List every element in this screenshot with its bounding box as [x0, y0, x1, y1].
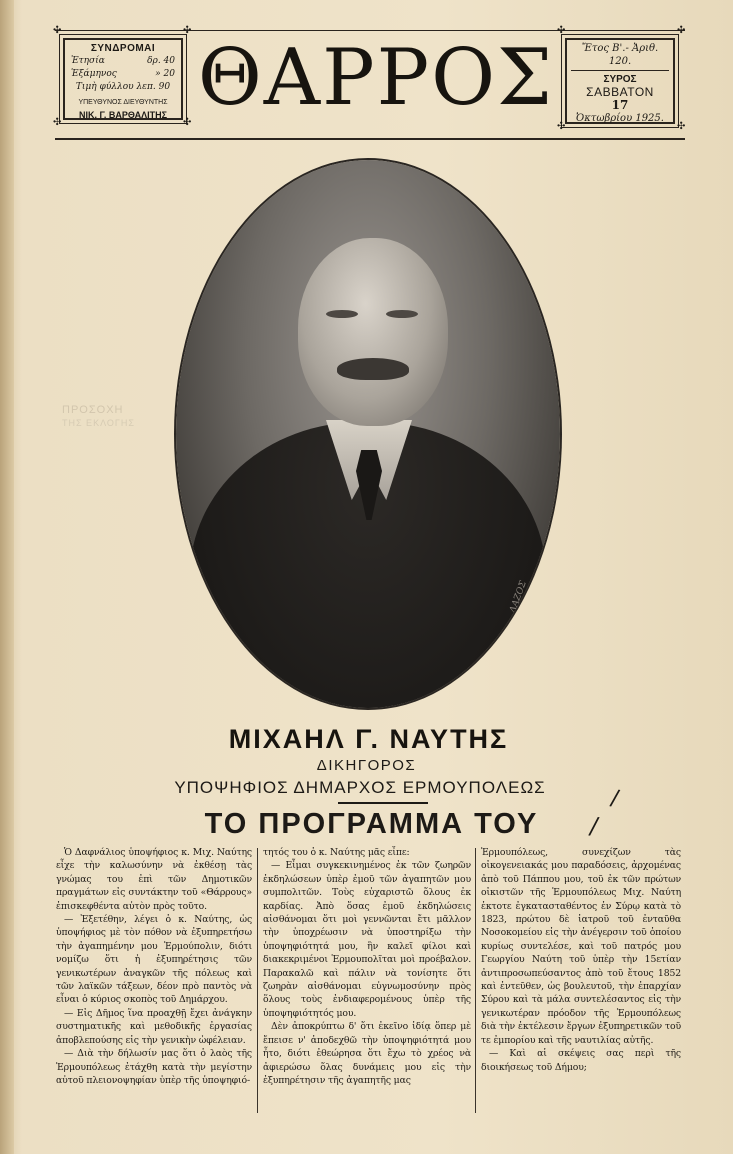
masthead — [53, 25, 686, 142]
masthead-bottom-rule — [55, 138, 685, 140]
subscriptions-box — [63, 38, 183, 120]
publisher-label: ΥΠΕΥΘΥΝΟΣ ΔΙΕΥΘΥΝΤΗΣ — [78, 99, 168, 106]
subscription-row — [65, 68, 181, 81]
column-divider — [257, 848, 258, 1113]
subscription-row — [65, 55, 181, 68]
article-column-2 — [263, 846, 471, 1116]
ornament-icon: ✣ — [677, 25, 686, 36]
article-paragraph: Ἑρμουπόλεως, συνεχίζων τὰς οἰκογενειακάς μου παραδόσεις, ἀρχομένας ἀπὸ τοῦ Πάππου μου, τοῦ ἐκ τῶν πρώτων οἰκιστῶν τῆς Ἑρμουπόλεως Μιχ. Ναύτη ἐκτοτε ἐγκατασταθέντος ἐν Σύρῳ κατὰ τὸ 1823, πρώτου δὲ ἰατροῦ τοῦ ἐνταῦθα Νοσοκομείου εἰς τὴν ἀνέγερσιν τοῦ ὁποίου κυρίως συντελέσε, καὶ τοῦ πατρός μου Γεωργίου Ναύτη τοῦ ὑπὲρ τὴν 15ετίαν ἀντιπροσωπεύσαντος ἀπὸ τοῦ ἔτους 1852 καὶ ἐντεῦθεν, ὡς βουλευτοῦ, τὴν ἐπαρχίαν Σύρου καὶ τὰ μάλα συντελέσαντος εἰς τὴν γενικωτέραν πρόοδον τῆς Ἑρμουπόλεως διὰ τὴν ἐκτέλεσιν ἔργων ἐξυπηρετικῶν τοῦ τε ἐμπορίου καὶ τῆς ναυτιλίας αὐτῆς. — [481, 847, 681, 1046]
candidate-profession: ΔΙΚΗΓΟΡΟΣ — [316, 757, 417, 774]
article-paragraph: — Εἰς Δῆμος ἵνα προαχθῇ ἔχει ἀνάγκην συστηματικῆς καὶ μεθοδικῆς ἐργασίας ἀποβλεπούσης εἰς τὴν γενικὴν ὠφέλειαν. — [56, 1007, 252, 1046]
ornament-icon: ✣ — [677, 121, 686, 132]
ornament-icon: ✣ — [183, 25, 192, 36]
ornament-icon: ✣ — [53, 25, 62, 36]
dateline-city: ΣΥΡΟΣ — [603, 74, 637, 85]
binding-edge — [0, 0, 14, 1154]
portrait-eyebrow — [326, 310, 358, 318]
dateline-day: 17 — [611, 98, 629, 112]
program-heading: ΤΟ ΠΡΟΓΡΑΜΜΑ ΤΟΥ — [204, 808, 539, 840]
portrait-head — [298, 238, 448, 426]
article-paragraph: — Καὶ αἱ σκέψεις σας περὶ τῆς διοικήσεως τοῦ Δήμου; — [481, 1048, 681, 1073]
article-paragraph: — Διὰ τὴν δήλωσίν μας ὅτι ὁ λαὸς τῆς Ἑρμουπόλεως ἐτάχθη κατὰ τὴν μεγίστην αὐτοῦ πλειονοψηφίαν ὑπὲρ τῆς ὑποψηφιό- — [56, 1048, 252, 1086]
article-column-1 — [56, 846, 252, 1116]
subscription-label: Ἐτησία — [71, 56, 105, 66]
candidate-name: ΜΙΧΑΗΛ Γ. ΝΑΥΤΗΣ — [228, 724, 509, 754]
ornament-icon: ✣ — [557, 121, 566, 132]
subscription-value: » 20 — [155, 69, 175, 79]
article-paragraph: — Ἐξετέθην, λέγει ὁ κ. Ναύτης, ὡς ὑποψήφιος μὲ τὸν πόθον νὰ ἐξυπηρετήσω τὴν ἀγαπημένην μου Ἑρμούπολιν, διότι νομίζω ὅτι ἡ ἐξυπηρέτησις τῶν γενικωτέρων ἀναγκῶν τῆς πόλεως καὶ τῶν λαϊκῶν τάξεων, δέον πρὸ παντὸς νὰ εἶναι ὁ κύριος σκοπὸς τοῦ Δημάρχου. — [56, 914, 252, 1006]
portrait-oval-frame — [176, 160, 560, 708]
issue-number: Ἔτος Β'.- Ἀριθ. 120. — [571, 42, 669, 71]
artist-signature: ΛΑΖΟΣ — [508, 579, 529, 615]
dateline-weekday: ΣΑΒΒΑΤΟΝ — [586, 85, 654, 99]
bleed-through-text: ΠΡΟΣΟΧΗ — [62, 404, 124, 416]
pen-mark: / — [587, 811, 601, 841]
dateline-month-year: Ὀκτωβρίου 1925. — [576, 113, 664, 124]
pen-mark: / — [608, 785, 621, 812]
portrait-eyebrow — [386, 310, 418, 318]
candidate-portrait — [176, 160, 560, 708]
column-divider — [475, 848, 476, 1113]
ornament-icon: ✣ — [557, 25, 566, 36]
subscription-label: Ἑξάμηνος — [71, 69, 117, 79]
article-paragraph: Δὲν ἀποκρύπτω δ' ὅτι ἐκεῖνο ἰδίᾳ ὅπερ μὲ ἔπεισε ν' ἀποδεχθῶ τὴν ὑποψηφιότητά μου ἦτο, διότι ἐθεώρησα ὅτι ἔχω τὸ χρέος νὰ ἀφιερώσω ὅλας δυνάμεις μου εἰς τὴν ἐξυπηρέτησιν τῆς ἀγαπητῆς μας — [263, 1021, 471, 1086]
newspaper-title: ΘΑΡΡΟΣ — [197, 33, 555, 123]
subscription-value: δρ. 40 — [147, 56, 175, 66]
article-paragraph: — Εἶμαι συγκεκινημένος ἐκ τῶν ζωηρῶν ἐκδηλώσεων ὑπὲρ ἐμοῦ τῶν ἀγαπητῶν μου συμπολιτῶν. Τοὺς εὐχαριστῶ ὅλους ἐκ καρδίας. Ἀπὸ ὅσας ἐμοῦ ἐκδηλώσεις αἰσθάνομαι ὅτι μοὶ γεννῶνται ἔτι μᾶλλον τὴν ὑποχρέωσιν νὰ ὑποστηρίξω τὴν ὑποψηφιότητά μου, ἣν καλεῖ φίλοι καὶ διακεκριμένοι Ἑρμουπολῖται μοὶ προέβαλον. Παρακαλῶ καὶ πάλιν νὰ τονίσητε ὅτι ζωηρὰν αἰσθάνομαι εὐγνωμοσύνην πρὸς ὅλους τοὺς ἐνδιαφερομένους ὑπὲρ τῆς ὑποψηφιότητός μου. — [263, 860, 471, 1019]
ornament-icon: ✣ — [183, 117, 192, 128]
masthead-top-rule — [55, 30, 685, 31]
issue-price: Τιμὴ φύλλου λεπ. 90 — [75, 82, 171, 92]
dateline-box — [565, 38, 675, 124]
candidacy-underline — [338, 802, 428, 804]
subscriptions-heading: ΣΥΝΔΡΟΜΑΙ — [90, 43, 156, 54]
publisher-name: ΝΙΚ. Γ. ΒΑΡΘΑΛΙΤΗΣ — [78, 110, 168, 120]
bleed-through-text: ΤΗΣ ΕΚΛΟΓΗΣ — [62, 418, 135, 428]
portrait-moustache — [337, 358, 409, 380]
candidacy-line: ΥΠΟΨΗΦΙΟΣ ΔΗΜΑΡΧΟΣ ΕΡΜΟΥΠΟΛΕΩΣ — [174, 778, 546, 797]
article-column-3 — [481, 846, 681, 1116]
ornament-icon: ✣ — [53, 117, 62, 128]
article-paragraph: τητός του ὁ κ. Ναύτης μᾶς εἶπε: — [263, 847, 410, 858]
article-paragraph: Ὁ Δαφνάλιος ὑποψήφιος κ. Μιχ. Ναύτης εἶχε τὴν καλωσύνην νὰ ἐκθέσῃ τὰς γνώμας του ἐπὶ τῶν Δημοτικῶν πραγμάτων εἰς συντάκτην τοῦ «Θάρρους» ἐπισκεφθέντα αὐτὸν πρὸς τοῦτο. — [56, 847, 252, 912]
